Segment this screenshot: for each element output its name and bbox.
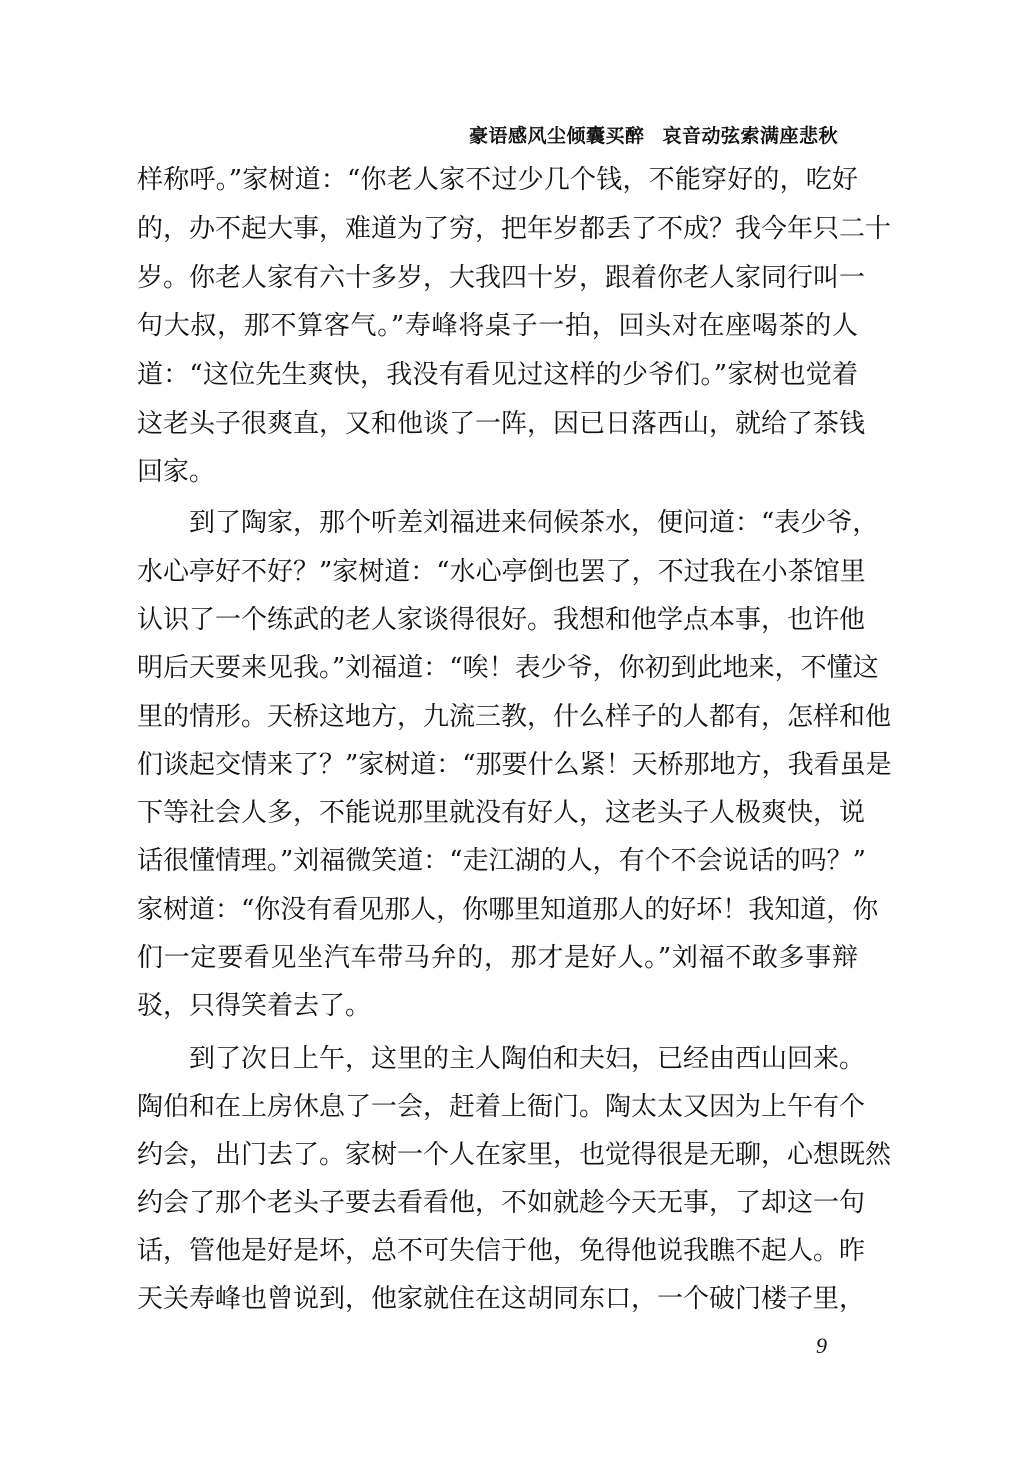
text-line: 道：“这位先生爽快，我没有看见过这样的少爷们。”家树也觉着 bbox=[137, 360, 858, 390]
text-line: 话很懂情理。”刘福微笑道：“走江湖的人，有个不会说话的吗？” bbox=[137, 846, 866, 876]
text-line: 岁。你老人家有六十多岁，大我四十岁，跟着你老人家同行叫一 bbox=[137, 263, 866, 293]
text-line: 天关寿峰也曾说到，他家就住在这胡同东口，一个破门楼子里， bbox=[137, 1284, 866, 1314]
text-line: 们谈起交情来了？”家树道：“那要什么紧！天桥那地方，我看虽是 bbox=[137, 750, 892, 780]
paragraph-first-line: 到了陶家，那个听差刘福进来伺候茶水，便问道：“表少爷， bbox=[189, 508, 879, 538]
text-line: 认识了一个练武的老人家谈得很好。我想和他学点本事，也许他 bbox=[137, 605, 866, 635]
text-line: 句大叔，那不算客气。”寿峰将桌子一拍，回头对在座喝茶的人 bbox=[137, 311, 858, 341]
text-line: 下等社会人多，不能说那里就没有好人，这老头子人极爽快，说 bbox=[137, 798, 866, 828]
text-line: 里的情形。天桥这地方，九流三教，什么样子的人都有，怎样和他 bbox=[137, 702, 892, 732]
text-line: 陶伯和在上房休息了一会，赶着上衙门。陶太太又因为上午有个 bbox=[137, 1092, 866, 1122]
text-line: 的，办不起大事，难道为了穷，把年岁都丢了不成？我今年只二十 bbox=[137, 214, 892, 244]
text-line: 明后天要来见我。”刘福道：“唉！表少爷，你初到此地来，不懂这 bbox=[137, 653, 879, 683]
text-line: 驳，只得笑着去了。 bbox=[137, 991, 372, 1021]
text-line: 家树道：“你没有看见那人，你哪里知道那人的好坏！我知道，你 bbox=[137, 895, 879, 925]
text-line: 回家。 bbox=[137, 457, 216, 487]
text-line: 这老头子很爽直，又和他谈了一阵，因已日落西山，就给了茶钱 bbox=[137, 409, 866, 439]
running-header-right: 哀音动弦索满座悲秋 bbox=[662, 125, 838, 147]
page-number: 9 bbox=[816, 1333, 827, 1358]
text-line: 话，管他是好是坏，总不可失信于他，免得他说我瞧不起人。昨 bbox=[137, 1236, 866, 1266]
text-line: 约会了那个老头子要去看看他，不如就趁今天无事，了却这一句 bbox=[137, 1188, 866, 1218]
text-line: 约会，出门去了。家树一个人在家里，也觉得很是无聊，心想既然 bbox=[137, 1140, 892, 1170]
text-line: 水心亭好不好？”家树道：“水心亭倒也罢了，不过我在小茶馆里 bbox=[137, 557, 866, 587]
text-line: 们一定要看见坐汽车带马弁的，那才是好人。”刘福不敢多事辩 bbox=[137, 943, 858, 973]
running-header-left: 豪语感风尘倾囊买醉 bbox=[468, 125, 645, 147]
running-header bbox=[420, 121, 838, 148]
text-line: 样称呼。”家树道：“你老人家不过少几个钱，不能穿好的，吃好 bbox=[137, 165, 858, 195]
paragraph-first-line: 到了次日上午，这里的主人陶伯和夫妇，已经由西山回来。 bbox=[189, 1044, 866, 1074]
